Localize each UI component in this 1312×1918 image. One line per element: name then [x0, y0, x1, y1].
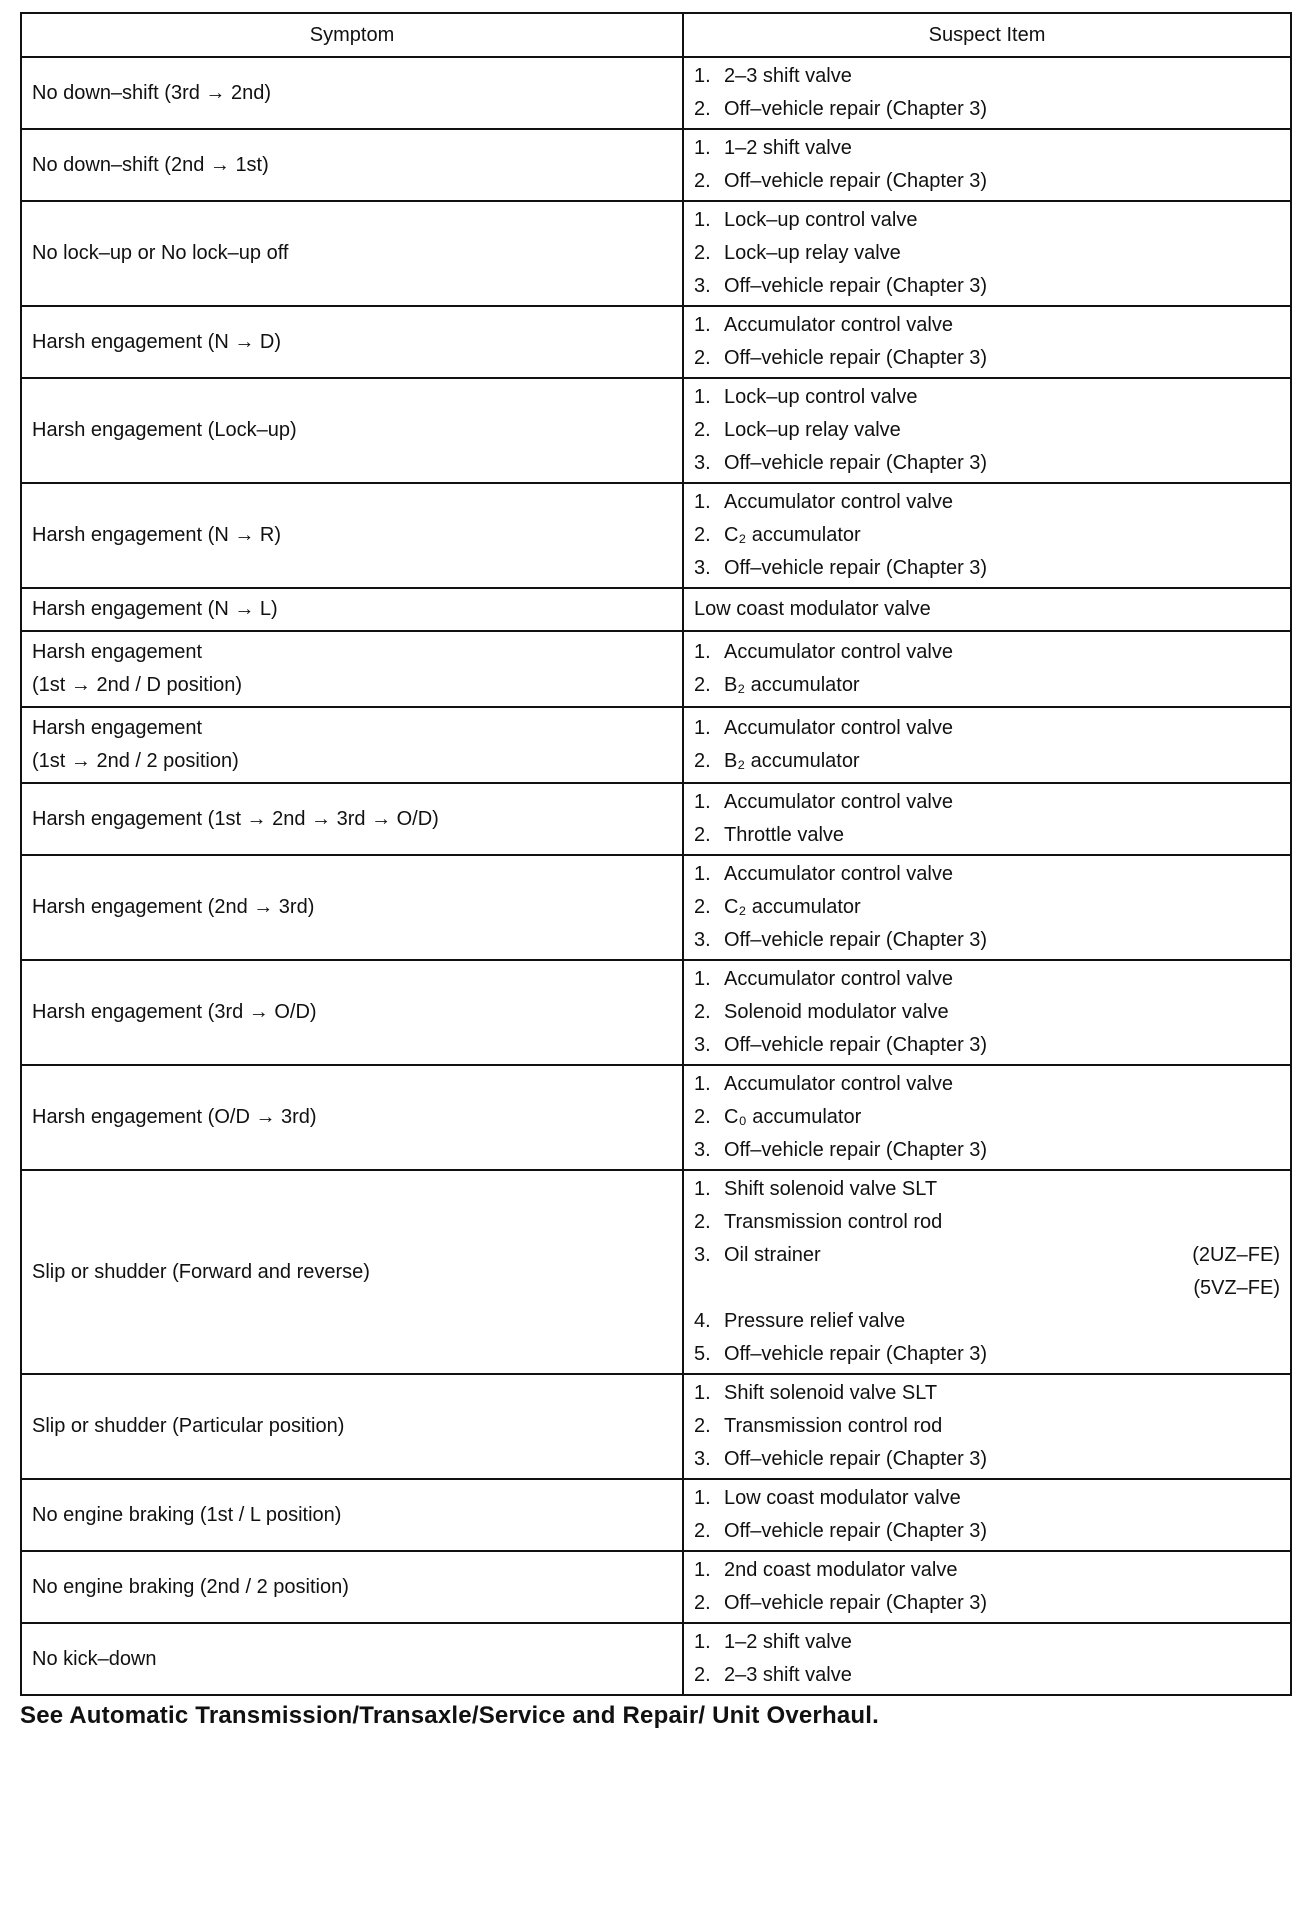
- item-text: B₂ accumulator: [724, 750, 860, 772]
- item-number: 1.: [694, 1559, 711, 1581]
- item-text: Solenoid modulator valve: [724, 1001, 949, 1023]
- symptom-text: Harsh engagement (3rd → O/D): [32, 1001, 317, 1023]
- suspect-item: [694, 132, 1280, 165]
- suspect-item: [694, 381, 1280, 414]
- item-number: 2.: [694, 1592, 711, 1614]
- item-number: 2.: [694, 1520, 711, 1542]
- item-number: 2.: [694, 896, 711, 918]
- table-row: [21, 483, 1291, 588]
- suspect-item: [694, 1554, 1280, 1587]
- item-text: Shift solenoid valve SLT: [724, 1382, 938, 1404]
- engine-code: (2UZ–FE): [1192, 1244, 1280, 1266]
- item-number: 3.: [694, 1034, 711, 1056]
- symptom-text: (1st → 2nd / D position): [32, 674, 243, 696]
- table-row: [21, 129, 1291, 201]
- item-text: Accumulator control valve: [724, 863, 953, 885]
- footer-note: See Automatic Transmission/Transaxle/Service and Repair/ Unit Overhaul.: [20, 1702, 879, 1729]
- item-number: 1.: [694, 65, 711, 87]
- item-text: Accumulator control valve: [724, 1073, 953, 1095]
- suspect-item: [694, 552, 1280, 585]
- table-row: [21, 960, 1291, 1065]
- header-symptom: Symptom: [21, 13, 683, 57]
- item-number: 1.: [694, 209, 711, 231]
- item-text: 1–2 shift valve: [724, 1631, 852, 1653]
- symptom-cell: [21, 1065, 683, 1170]
- item-text: Off–vehicle repair (Chapter 3): [724, 1448, 988, 1470]
- suspect-item: [694, 342, 1280, 375]
- suspect-item: [694, 414, 1280, 447]
- symptom-cell: [21, 1479, 683, 1551]
- item-text: Off–vehicle repair (Chapter 3): [724, 170, 988, 192]
- symptom-cell: [21, 631, 683, 707]
- suspect-item: [694, 712, 1280, 745]
- suspect-item-cell: [683, 306, 1291, 378]
- item-text: Off–vehicle repair (Chapter 3): [724, 347, 988, 369]
- item-text: Low coast modulator valve: [694, 598, 931, 620]
- item-text: Lock–up control valve: [724, 386, 918, 408]
- item-number: 2.: [694, 170, 711, 192]
- item-text: Lock–up control valve: [724, 209, 918, 231]
- item-number: 1.: [694, 1382, 711, 1404]
- suspect-item: [694, 1515, 1280, 1548]
- item-number: 2.: [694, 1415, 711, 1437]
- suspect-item: [694, 1134, 1280, 1167]
- item-text: Off–vehicle repair (Chapter 3): [724, 275, 988, 297]
- item-number: 3.: [694, 275, 711, 297]
- symptom-cell: [21, 1374, 683, 1479]
- symptom-cell: [21, 306, 683, 378]
- item-number: 1.: [694, 641, 711, 663]
- suspect-item: [694, 1410, 1280, 1443]
- suspect-item-cell: [683, 1551, 1291, 1623]
- suspect-item: [694, 1272, 1280, 1305]
- suspect-item: [694, 1239, 1280, 1272]
- suspect-item: [694, 1338, 1280, 1371]
- suspect-item: [694, 891, 1280, 924]
- table-row: [21, 631, 1291, 707]
- item-text: Accumulator control valve: [724, 968, 953, 990]
- suspect-item: [694, 1029, 1280, 1062]
- suspect-item-cell: [683, 588, 1291, 631]
- item-text: Shift solenoid valve SLT: [724, 1178, 938, 1200]
- suspect-item: [694, 1587, 1280, 1620]
- item-text: Oil strainer: [724, 1244, 821, 1266]
- item-number: 3.: [694, 1448, 711, 1470]
- item-number: 1.: [694, 863, 711, 885]
- table-row: [21, 707, 1291, 783]
- item-number: 5.: [694, 1343, 711, 1365]
- symptom-text: Harsh engagement: [32, 717, 203, 739]
- suspect-item: [694, 636, 1280, 669]
- item-number: 1.: [694, 314, 711, 336]
- item-text: C₂ accumulator: [724, 896, 861, 918]
- symptom-text: No down–shift (2nd → 1st): [32, 153, 269, 176]
- suspect-item: [694, 309, 1280, 342]
- item-text: Off–vehicle repair (Chapter 3): [724, 557, 988, 579]
- item-text: Off–vehicle repair (Chapter 3): [724, 1520, 988, 1542]
- suspect-item: [694, 1626, 1280, 1659]
- symptom-text: Harsh engagement: [32, 641, 203, 663]
- suspect-item-cell: [683, 1065, 1291, 1170]
- symptom-text: No engine braking (1st / L position): [32, 1503, 342, 1526]
- item-number: 3.: [694, 557, 711, 579]
- suspect-item: [694, 237, 1280, 270]
- suspect-item: [694, 447, 1280, 480]
- suspect-item-cell: [683, 1623, 1291, 1695]
- item-number: 2.: [694, 1211, 711, 1233]
- symptom-cell: [21, 57, 683, 129]
- suspect-item-cell: [683, 201, 1291, 306]
- symptom-text: Harsh engagement (N → R): [32, 524, 281, 546]
- symptom-cell: [21, 1170, 683, 1374]
- item-text: 2–3 shift valve: [724, 65, 852, 87]
- item-number: 1.: [694, 1487, 711, 1509]
- item-text: 2nd coast modulator valve: [724, 1559, 958, 1581]
- table-row: [21, 57, 1291, 129]
- symptom-text: Harsh engagement (Lock–up): [32, 419, 297, 441]
- item-number: 1.: [694, 1073, 711, 1095]
- suspect-item-cell: [683, 1170, 1291, 1374]
- item-number: 2.: [694, 1664, 711, 1686]
- item-text: Accumulator control valve: [724, 791, 953, 813]
- item-number: 3.: [694, 1244, 711, 1266]
- item-number: 2.: [694, 1001, 711, 1023]
- item-number: 2.: [694, 750, 711, 772]
- troubleshooting-table: [20, 12, 1292, 1696]
- table-row: [21, 306, 1291, 378]
- suspect-item: [694, 1305, 1280, 1338]
- symptom-cell: [21, 129, 683, 201]
- suspect-item-cell: [683, 483, 1291, 588]
- table-row: [21, 1170, 1291, 1374]
- item-number: 2.: [694, 98, 711, 120]
- suspect-item: [694, 270, 1280, 303]
- item-number: 1.: [694, 137, 711, 159]
- symptom-cell: [21, 855, 683, 960]
- item-text: Off–vehicle repair (Chapter 3): [724, 1343, 988, 1365]
- engine-code: (5VZ–FE): [1193, 1277, 1280, 1299]
- symptom-text: Harsh engagement (O/D → 3rd): [32, 1106, 317, 1128]
- suspect-item-cell: [683, 129, 1291, 201]
- item-text: 1–2 shift valve: [724, 137, 852, 159]
- suspect-item-cell: [683, 855, 1291, 960]
- symptom-text: Slip or shudder (Forward and reverse): [32, 1260, 370, 1283]
- item-number: 2.: [694, 524, 711, 546]
- table-row: [21, 378, 1291, 483]
- suspect-item: [694, 963, 1280, 996]
- item-text: Accumulator control valve: [724, 717, 953, 739]
- table-row: [21, 1479, 1291, 1551]
- item-text: B₂ accumulator: [724, 674, 860, 696]
- symptom-text: Slip or shudder (Particular position): [32, 1415, 345, 1437]
- suspect-item: [694, 924, 1280, 957]
- suspect-item: [694, 593, 1280, 626]
- suspect-item: [694, 93, 1280, 126]
- suspect-item-cell: [683, 378, 1291, 483]
- item-number: 2.: [694, 674, 711, 696]
- suspect-item: [694, 519, 1280, 552]
- symptom-cell: [21, 1551, 683, 1623]
- suspect-item: [694, 486, 1280, 519]
- suspect-item: [694, 1377, 1280, 1410]
- table-body: [21, 57, 1291, 1695]
- item-number: 1.: [694, 386, 711, 408]
- item-number: 1.: [694, 491, 711, 513]
- suspect-item: [694, 996, 1280, 1029]
- item-number: 3.: [694, 929, 711, 951]
- item-text: Off–vehicle repair (Chapter 3): [724, 1139, 988, 1161]
- table-row: [21, 1623, 1291, 1695]
- item-text: Throttle valve: [724, 824, 845, 846]
- item-text: Off–vehicle repair (Chapter 3): [724, 98, 988, 120]
- symptom-text: No down–shift (3rd → 2nd): [32, 81, 272, 104]
- suspect-item: [694, 1068, 1280, 1101]
- suspect-item: [694, 60, 1280, 93]
- table-row: [21, 1374, 1291, 1479]
- item-text: Accumulator control valve: [724, 491, 953, 513]
- document: [20, 12, 1290, 1730]
- suspect-item: [694, 165, 1280, 198]
- symptom-text: No kick–down: [32, 1647, 157, 1670]
- table-row: [21, 783, 1291, 855]
- item-text: Lock–up relay valve: [724, 242, 901, 264]
- suspect-item: [694, 786, 1280, 819]
- symptom-text: Harsh engagement (N → D): [32, 330, 281, 353]
- suspect-item: [694, 1101, 1280, 1134]
- table-row: [21, 201, 1291, 306]
- symptom-cell: [21, 483, 683, 588]
- table-header-row: [21, 13, 1291, 57]
- suspect-item: [694, 204, 1280, 237]
- suspect-item-cell: [683, 631, 1291, 707]
- symptom-text: Harsh engagement (2nd → 3rd): [32, 896, 315, 918]
- symptom-cell: [21, 960, 683, 1065]
- item-number: 3.: [694, 1139, 711, 1161]
- suspect-item-cell: [683, 960, 1291, 1065]
- suspect-item: [694, 745, 1280, 778]
- suspect-item: [694, 819, 1280, 852]
- symptom-text: (1st → 2nd / 2 position): [32, 750, 239, 772]
- suspect-item: [694, 858, 1280, 891]
- symptom-cell: [21, 378, 683, 483]
- item-text: C₂ accumulator: [724, 524, 861, 546]
- suspect-item: [694, 1482, 1280, 1515]
- item-number: 2.: [694, 347, 711, 369]
- item-text: Transmission control rod: [724, 1415, 943, 1437]
- item-text: C₀ accumulator: [724, 1106, 862, 1128]
- item-text: Transmission control rod: [724, 1211, 943, 1233]
- item-text: Accumulator control valve: [724, 314, 953, 336]
- symptom-cell: [21, 588, 683, 631]
- item-number: 1.: [694, 1178, 711, 1200]
- suspect-item: [694, 1443, 1280, 1476]
- item-number: 2.: [694, 419, 711, 441]
- item-number: 1.: [694, 791, 711, 813]
- symptom-cell: [21, 1623, 683, 1695]
- item-number: 2.: [694, 824, 711, 846]
- suspect-item-cell: [683, 707, 1291, 783]
- item-number: 1.: [694, 968, 711, 990]
- suspect-item: [694, 669, 1280, 702]
- suspect-item-cell: [683, 1374, 1291, 1479]
- symptom-cell: [21, 707, 683, 783]
- suspect-item: [694, 1659, 1280, 1692]
- table-row: [21, 1065, 1291, 1170]
- item-text: 2–3 shift valve: [724, 1664, 852, 1686]
- item-number: 1.: [694, 717, 711, 739]
- item-number: 4.: [694, 1310, 711, 1332]
- symptom-cell: [21, 201, 683, 306]
- header-suspect-item: Suspect Item: [683, 13, 1291, 57]
- item-text: Low coast modulator valve: [724, 1487, 961, 1509]
- item-text: Accumulator control valve: [724, 641, 953, 663]
- table-row: [21, 588, 1291, 631]
- item-text: Off–vehicle repair (Chapter 3): [724, 1034, 988, 1056]
- item-number: 1.: [694, 1631, 711, 1653]
- symptom-text: No engine braking (2nd / 2 position): [32, 1575, 349, 1598]
- item-text: Off–vehicle repair (Chapter 3): [724, 1592, 988, 1614]
- suspect-item: [694, 1173, 1280, 1206]
- item-number: 2.: [694, 242, 711, 264]
- suspect-item-cell: [683, 57, 1291, 129]
- item-number: 2.: [694, 1106, 711, 1128]
- symptom-cell: [21, 783, 683, 855]
- item-text: Off–vehicle repair (Chapter 3): [724, 929, 988, 951]
- symptom-text: No lock–up or No lock–up off: [32, 242, 289, 264]
- symptom-text: Harsh engagement (1st → 2nd → 3rd → O/D): [32, 807, 439, 830]
- table-row: [21, 855, 1291, 960]
- symptom-text: Harsh engagement (N → L): [32, 598, 278, 620]
- table-row: [21, 1551, 1291, 1623]
- item-text: Pressure relief valve: [724, 1310, 906, 1332]
- suspect-item-cell: [683, 1479, 1291, 1551]
- item-number: 3.: [694, 452, 711, 474]
- item-text: Lock–up relay valve: [724, 419, 901, 441]
- suspect-item: [694, 1206, 1280, 1239]
- suspect-item-cell: [683, 783, 1291, 855]
- item-text: Off–vehicle repair (Chapter 3): [724, 452, 988, 474]
